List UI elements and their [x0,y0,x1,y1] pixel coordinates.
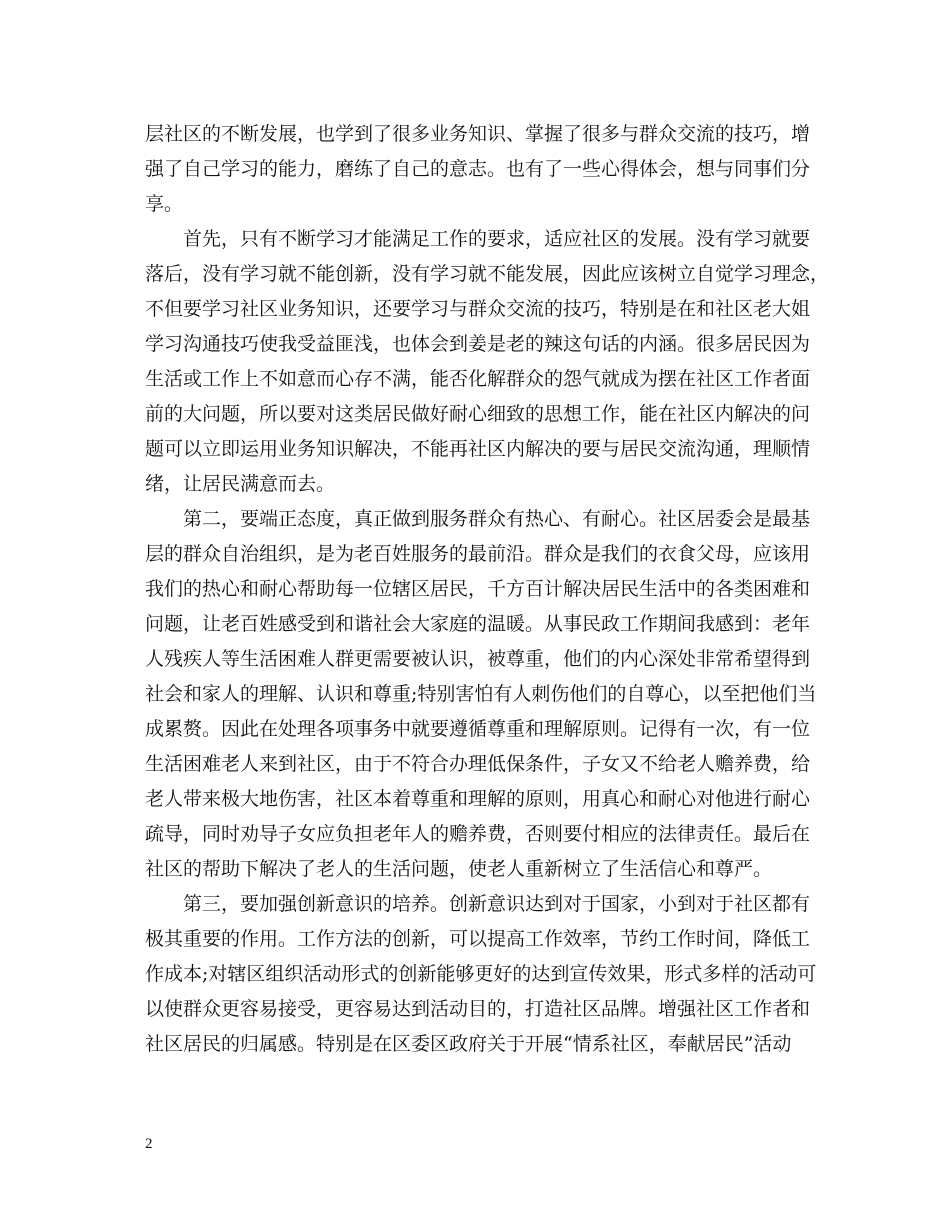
text-line: 人残疾人等生活困难人群更需要被认识，被尊重，他们的内心深处非常希望得到 [145,648,811,670]
text-line: 疏导，同时劝导子女应负担老年人的赡养费，否则要付相应的法律责任。最后在 [145,823,811,845]
text-line: 以使群众更容易接受，更容易达到活动目的，打造社区品牌。增强社区工作者和 [145,998,811,1020]
text-line: 作成本;对辖区组织活动形式的创新能够更好的达到宣传效果，形式多样的活动可 [145,963,817,985]
paragraph-intro-continuation [145,117,810,222]
text-line: 成累赘。因此在处理各项事务中就要遵循尊重和理解原则。记得有一次，有一位 [145,718,811,740]
text-line: 层社区的不断发展，也学到了很多业务知识、掌握了很多与群众交流的技巧，增 [145,123,811,145]
paragraph-third-point [145,887,817,1062]
text-line: 题可以立即运用业务知识解决，不能再社区内解决的要与居民交流沟通，理顺情 [145,438,811,460]
text-line: 绪，让居民满意而去。 [145,473,336,495]
text-line: 第二，要端正态度，真正做到服务群众有热心、有耐心。社区居委会是最基 [145,508,811,530]
text-line: 社区的帮助下解决了老人的生活问题，使老人重新树立了生活信心和尊严。 [145,858,773,880]
text-line: 强了自己学习的能力，磨练了自己的意志。也有了一些心得体会，想与同事们分 [145,158,811,180]
text-line: 极其重要的作用。工作方法的创新，可以提高工作效率，节约工作时间，降低工 [145,928,811,950]
text-line: 老人带来极大地伤害，社区本着尊重和理解的原则，用真心和耐心对他进行耐心 [145,788,811,810]
text-line: 层的群众自治组织，是为老百姓服务的最前沿。群众是我们的衣食父母，应该用 [145,543,811,565]
text-line: 社区居民的归属感。特别是在区委区政府关于开展“情系社区，奉献居民”活动 [145,1033,792,1055]
text-line: 前的大问题，所以要对这类居民做好耐心细致的思想工作，能在社区内解决的问 [145,403,811,425]
text-line: 学习沟通技巧使我受益匪浅，也体会到姜是老的辣这句话的内涵。很多居民因为 [145,333,811,355]
text-line: 落后，没有学习就不能创新，没有学习就不能发展，因此应该树立自觉学习理念， [145,263,830,285]
text-line: 享。 [145,193,184,215]
paragraph-first-point [145,222,830,502]
text-line: 社会和家人的理解、认识和尊重;特别害怕有人刺伤他们的自尊心，以至把他们当 [145,683,817,705]
text-line: 问题，让老百姓感受到和谐社会大家庭的温暖。从事民政工作期间我感到：老年 [145,613,811,635]
paragraph-second-point [145,502,817,887]
page-number: 2 [145,1136,153,1152]
text-line: 首先，只有不断学习才能满足工作的要求，适应社区的发展。没有学习就要 [145,228,811,250]
text-line: 不但要学习社区业务知识，还要学习与群众交流的技巧，特别是在和社区老大姐 [145,298,811,320]
text-line: 第三，要加强创新意识的培养。创新意识达到对于国家，小到对于社区都有 [145,893,811,915]
text-line: 生活或工作上不如意而心存不满，能否化解群众的怨气就成为摆在社区工作者面 [145,368,811,390]
body-text [145,117,830,1062]
text-line: 生活困难老人来到社区，由于不符合办理低保条件，子女又不给老人赡养费，给 [145,753,811,775]
text-line: 我们的热心和耐心帮助每一位辖区居民，千方百计解决居民生活中的各类困难和 [145,578,811,600]
